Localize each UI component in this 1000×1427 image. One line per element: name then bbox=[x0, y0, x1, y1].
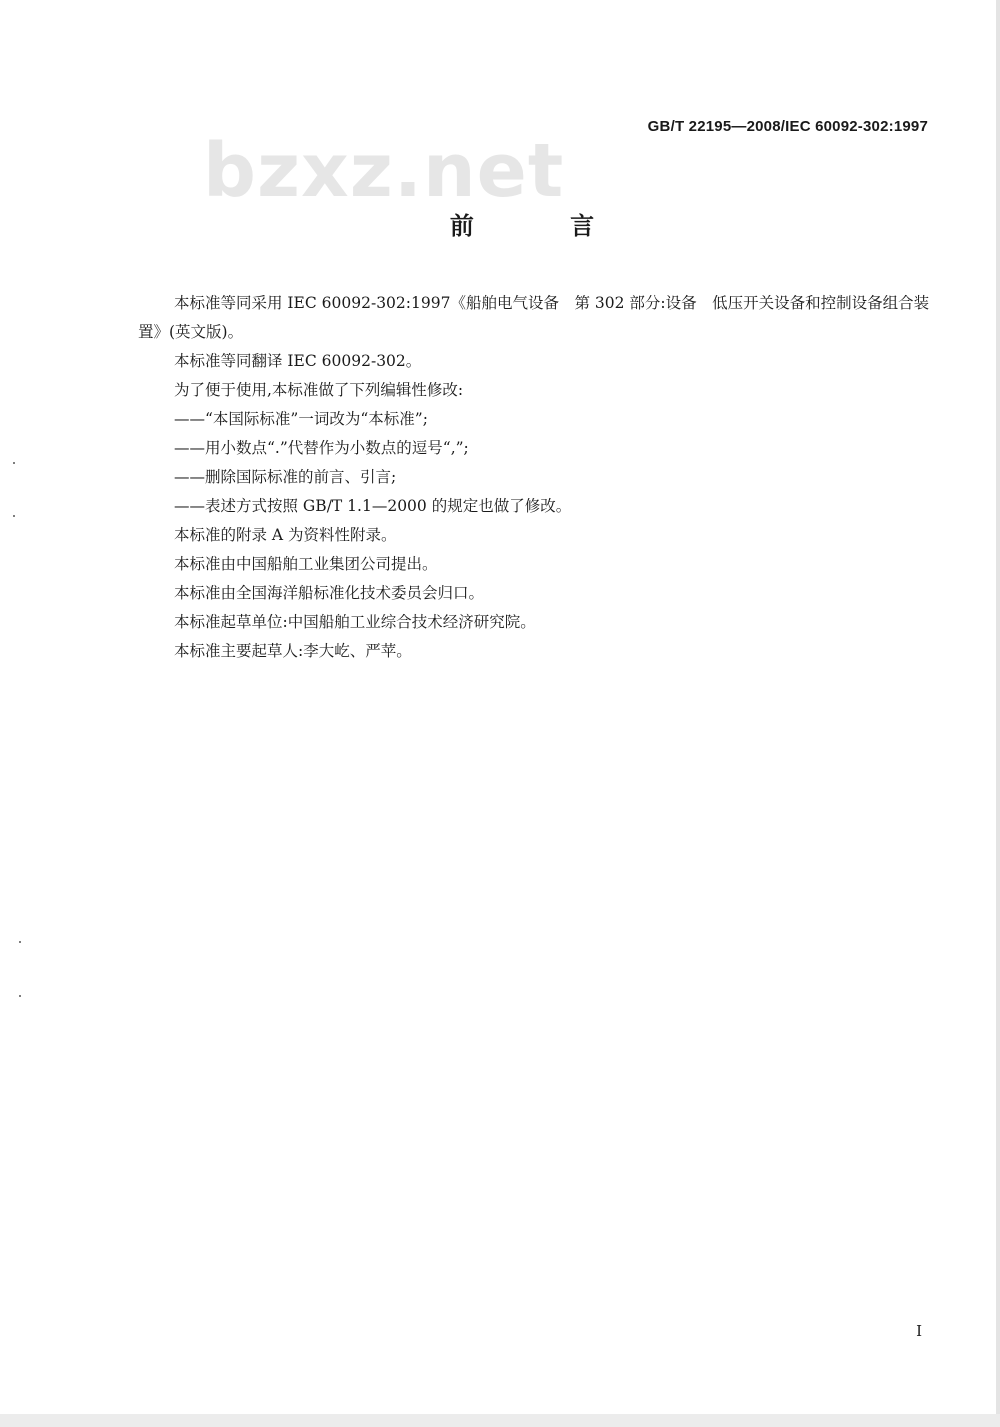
paragraph: 为了便于使用,本标准做了下列编辑性修改: bbox=[174, 381, 464, 399]
page-bottom-edge bbox=[0, 1414, 1000, 1427]
foreword-body bbox=[138, 289, 930, 666]
scan-speck bbox=[13, 462, 15, 464]
page-number: I bbox=[916, 1322, 922, 1340]
paragraph: 本标准等同翻译 IEC 60092-302。 bbox=[174, 352, 422, 370]
scan-speck bbox=[19, 995, 21, 997]
paragraph: 本标准由全国海洋船标准化技术委员会归口。 bbox=[174, 584, 485, 602]
paragraph: 本标准等同采用 IEC 60092-302:1997《船舶电气设备 第 302 部分:设备 低压开关设备和控制设备组合装置》(英文版)。 bbox=[138, 294, 930, 341]
list-item: ——用小数点“.”代替作为小数点的逗号“,”; bbox=[174, 439, 469, 457]
list-item: ——表述方式按照 GB/T 1.1—2000 的规定也做了修改。 bbox=[174, 497, 572, 515]
page-title: 前 言 bbox=[449, 212, 639, 240]
scan-speck bbox=[19, 941, 21, 943]
paragraph: 本标准主要起草人:李大屹、严苹。 bbox=[174, 642, 412, 660]
list-item: ——删除国际标准的前言、引言; bbox=[174, 468, 397, 486]
watermark: bzxz.net bbox=[203, 128, 565, 214]
paragraph: 本标准的附录 A 为资料性附录。 bbox=[174, 526, 397, 544]
scan-speck bbox=[13, 515, 15, 517]
standard-code: GB/T 22195—2008/IEC 60092-302:1997 bbox=[647, 118, 928, 135]
paragraph: 本标准起草单位:中国船舶工业综合技术经济研究院。 bbox=[174, 613, 536, 631]
list-item: ——“本国际标准”一词改为“本标准”; bbox=[174, 410, 428, 428]
paragraph: 本标准由中国船舶工业集团公司提出。 bbox=[174, 555, 438, 573]
